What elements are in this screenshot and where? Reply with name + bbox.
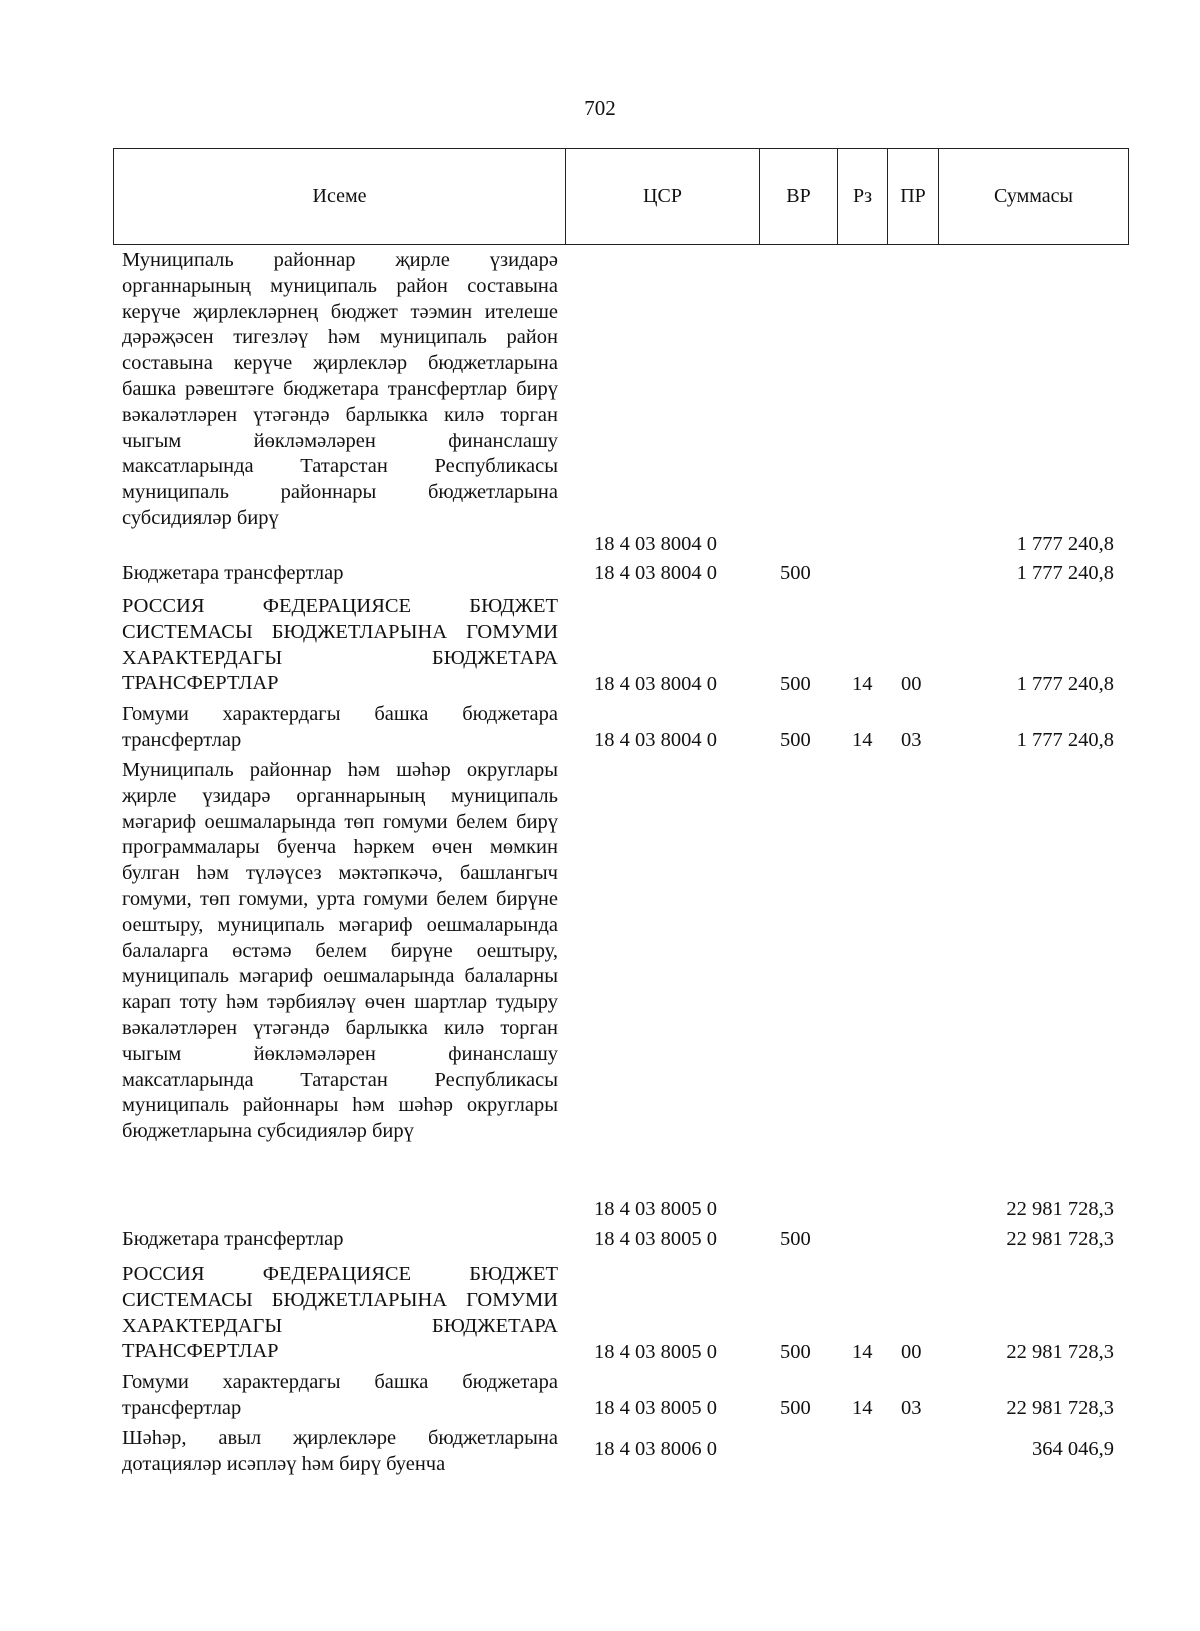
- row-name: Гомуми характердагы башка бюджетара трансфертлар: [122, 703, 558, 751]
- row-name: Бюджетара трансфертлар: [122, 562, 344, 584]
- column-header-name: Исеме: [114, 149, 566, 245]
- table-row: [0, 1426, 1200, 1478]
- column-header-vr: ВР: [760, 149, 838, 245]
- row-name: Шәһәр, авыл җирлекләре бюджетларына дотацияләр исәпләү һәм бирү буенча: [122, 1427, 558, 1475]
- column-header-sum: Суммасы: [939, 149, 1129, 245]
- row-csr: 18 4 03 8004 0: [594, 533, 717, 556]
- row-pr: 03: [901, 729, 922, 752]
- row-rz: 14: [852, 729, 873, 752]
- table-row: [0, 702, 1200, 754]
- row-csr: 18 4 03 8004 0: [594, 562, 717, 585]
- column-header-csr: ЦСР: [566, 149, 760, 245]
- row-sum: 22 981 728,3: [1006, 1198, 1114, 1221]
- row-csr: 18 4 03 8005 0: [594, 1341, 717, 1364]
- row-csr: 18 4 03 8005 0: [594, 1198, 717, 1221]
- row-sum: 1 777 240,8: [1016, 533, 1114, 556]
- row-rz: 14: [852, 1397, 873, 1420]
- row-sum: 22 981 728,3: [1006, 1341, 1114, 1364]
- row-vr: 500: [780, 1228, 811, 1251]
- row-csr: 18 4 03 8004 0: [594, 729, 717, 752]
- row-rz: 14: [852, 1341, 873, 1364]
- column-header-rz: Рз: [838, 149, 888, 245]
- row-name: Муниципаль районнар җирле үзидарә органнарының муниципаль район составына керүче җирлекләрнең бюджет тәэмин ителеше дәрәҗәсен тигезләү һәм муниципаль район составына керүче җирлекләр бюджетларына башка рәвештәге бюджетара трансфертлар бирү вәкаләтләрен үтәгәндә барлыкка килә торган чыгым йөкләмәләрен финанслашу максатларында Татарстан Республикасы муниципаль районнары бюджетларына субсидияләр бирү: [122, 249, 558, 529]
- table-row: [0, 1227, 1200, 1253]
- row-rz: 14: [852, 673, 873, 696]
- row-vr: 500: [780, 1341, 811, 1364]
- row-vr: 500: [780, 729, 811, 752]
- column-header-pr: ПР: [888, 149, 939, 245]
- table-row: [0, 561, 1200, 587]
- row-csr: 18 4 03 8004 0: [594, 673, 717, 696]
- row-sum: 1 777 240,8: [1016, 673, 1114, 696]
- row-name: Гомуми характердагы башка бюджетара трансфертлар: [122, 1371, 558, 1419]
- row-csr: 18 4 03 8006 0: [594, 1438, 717, 1460]
- row-sum: 364 046,9: [1032, 1438, 1114, 1460]
- table-row: [0, 758, 1200, 1223]
- page-number: 702: [584, 96, 616, 120]
- row-csr: 18 4 03 8005 0: [594, 1397, 717, 1420]
- row-name: РОССИЯ ФЕДЕРАЦИЯСЕ БЮДЖЕТ СИСТЕМАСЫ БЮДЖЕТЛАРЫНА ГОМУМИ ХАРАКТЕРДАГЫ БЮДЖЕТАРА ТРАНСФЕРТЛАР: [122, 595, 558, 695]
- row-name: Бюджетара трансфертлар: [122, 1228, 344, 1250]
- row-csr: 18 4 03 8005 0: [594, 1228, 717, 1251]
- row-pr: 03: [901, 1397, 922, 1420]
- row-sum: 1 777 240,8: [1016, 729, 1114, 752]
- row-vr: 500: [780, 673, 811, 696]
- table-row: [0, 1370, 1200, 1422]
- row-sum: 22 981 728,3: [1006, 1228, 1114, 1251]
- table-row: [0, 248, 1200, 558]
- row-vr: 500: [780, 1397, 811, 1420]
- row-pr: 00: [901, 1341, 922, 1364]
- row-pr: 00: [901, 673, 922, 696]
- row-vr: 500: [780, 562, 811, 585]
- row-name: РОССИЯ ФЕДЕРАЦИЯСЕ БЮДЖЕТ СИСТЕМАСЫ БЮДЖЕТЛАРЫНА ГОМУМИ ХАРАКТЕРДАГЫ БЮДЖЕТАРА ТРАНСФЕРТЛАР: [122, 1263, 558, 1363]
- row-name: Муниципаль районнар һәм шәһәр округлары җирле үзидарә органнарының муниципаль мәгариф оешмаларында төп гомуми белем бирү программалары буенча һәркем өчен мөмкин булган һәм түләүсез мәктәпкәчә, башлангыч гомуми, төп гомуми, урта гомуми белем бирүне оештыру, муниципаль мәгариф оешмаларында балаларга өстәмә белем бирүне оештыру, муниципаль мәгариф оешмаларында балаларны карап тоту һәм тәрбияләү өчен шартлар тудыру вәкаләтләрен үтәгәндә барлыкка килә торган чыгым йөкләмәләрен финанслашу максатларында Татарстан Республикасы муниципаль районнары һәм шәһәр округлары бюджетларына субсидияләр бирү: [122, 759, 558, 1143]
- row-sum: 22 981 728,3: [1006, 1397, 1114, 1420]
- table-row: [0, 594, 1200, 698]
- row-sum: 1 777 240,8: [1016, 562, 1114, 585]
- table-row: [0, 1262, 1200, 1366]
